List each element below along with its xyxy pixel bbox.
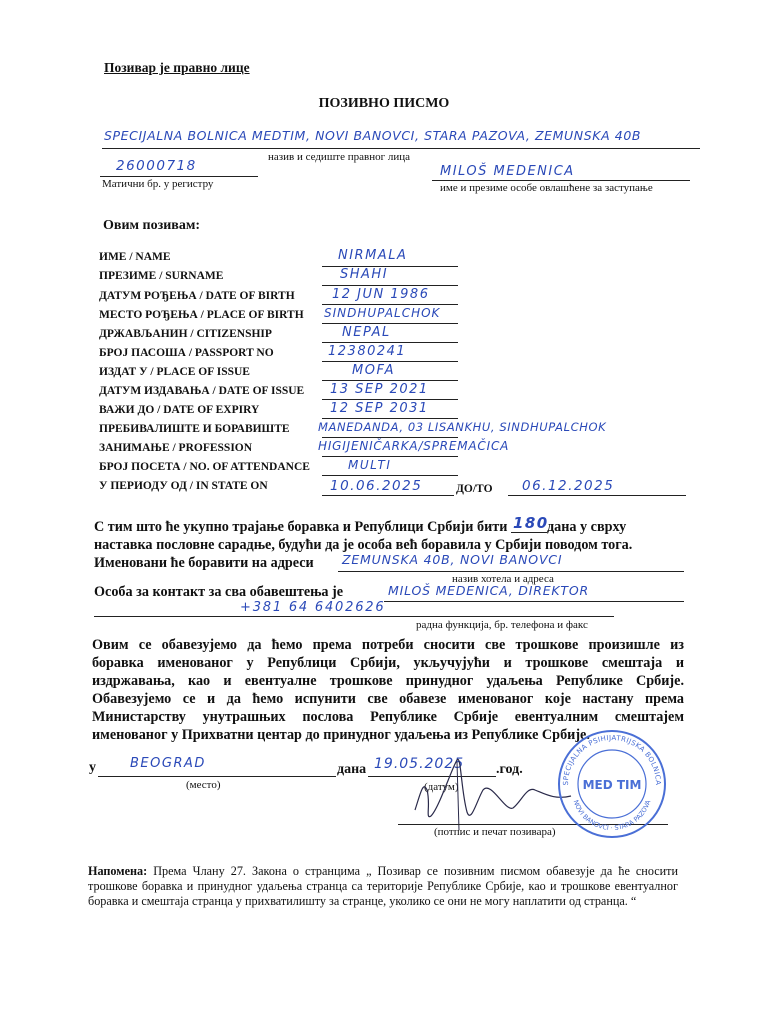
date-god-label: .год. xyxy=(496,762,523,777)
contact-caption: радна функција, бр. телефона и факс xyxy=(416,619,588,631)
field-value-citizenship: NEPAL xyxy=(342,325,391,340)
field-label-place-of-issue: ИЗДАТ У / PLACE OF ISSUE xyxy=(99,366,250,378)
field-value-profession: HIGIJENIČARKA/SPREMAČICA xyxy=(318,439,510,453)
registration-number-line xyxy=(100,176,258,177)
stay-line-1-post: дана у сврху xyxy=(546,519,627,535)
field-line-surname xyxy=(322,285,458,286)
field-label-expiry: ВАЖИ ДО / DATE OF EXPIRY xyxy=(99,404,260,416)
obligation-line-4: Обавезујемо се и да ћемо испунити све обавезе именованог које настану према xyxy=(92,691,684,707)
obligation-line-3: издржавања, као и евентуалне трошкове принудног удаљења Републике Србије. xyxy=(92,673,684,689)
document-title: ПОЗИВНО ПИСМО xyxy=(318,96,450,111)
field-label-name: ИМЕ / NAME xyxy=(99,251,171,263)
address-caption: назив хотела и адреса xyxy=(452,573,554,585)
company-stamp xyxy=(556,728,668,840)
field-value-name: NIRMALA xyxy=(338,248,408,263)
place-handwriting: BEOGRAD xyxy=(130,756,206,771)
place-line xyxy=(98,776,336,777)
registration-caption: Матични бр. у регистру xyxy=(102,178,214,190)
field-line-place-of-issue xyxy=(322,380,458,381)
field-line-passport xyxy=(322,361,458,362)
legal-note xyxy=(88,864,678,909)
date-handwriting: 19.05.2025 xyxy=(374,756,465,772)
field-value-attendance: MULTI xyxy=(348,458,392,472)
field-line-dob xyxy=(322,304,458,305)
address-handwriting: ZEMUNSKA 40B, NOVI BANOVCI xyxy=(342,552,563,567)
field-value-dob: 12 JUN 1986 xyxy=(332,287,430,302)
place-u-label: у xyxy=(89,760,96,775)
field-label-passport: БРОЈ ПАСОША / PASSPORT NO xyxy=(99,347,274,359)
address-line xyxy=(338,571,684,572)
stamp-ring-top: SPECIJALNA PSIHIJATRIJSKA BOLNICA xyxy=(561,733,663,786)
date-dana-label: дана xyxy=(337,762,367,777)
field-line-attendance xyxy=(322,475,458,476)
field-label-citizenship: ДРЖАВЉАНИН / CITIZENSHIP xyxy=(99,328,272,340)
obligation-line-5: Министарству унутрашњих послова Републике Србије евентуалним смештајем xyxy=(92,709,684,725)
entity-name-handwriting: SPECIJALNA BOLNICA MEDTIM, NOVI BANOVCI, STARA PAZOVA, ZEMUNSKA 40B xyxy=(104,128,642,143)
stay-line-1 xyxy=(94,514,627,536)
stay-line-2: наставка пословне сарадње, будући да је особа већ боравила у Србији поводом тога. xyxy=(94,537,633,553)
field-value-surname: SHAHI xyxy=(340,267,389,282)
field-label-profession: ЗАНИМАЊЕ / PROFESSION xyxy=(99,442,253,454)
field-value-date-of-issue: 13 SEP 2021 xyxy=(330,382,429,397)
invite-intro: Овим позивам: xyxy=(103,218,201,233)
field-label-attendance: БРОЈ ПОСЕТА / NO. OF ATTENDANCE xyxy=(99,461,310,473)
field-value-passport: 12380241 xyxy=(328,344,407,359)
note-label: Напомена: xyxy=(88,864,148,878)
field-value-period-from: 10.06.2025 xyxy=(330,478,423,494)
field-label-surname: ПРЕЗИМЕ / SURNAME xyxy=(99,270,224,282)
period-to-line xyxy=(508,495,686,496)
representative-line xyxy=(432,180,690,181)
representative-handwriting: MILOŠ MEDENICA xyxy=(440,164,575,179)
stay-line-1-pre: С тим што ће укупно трајање боравка и Републици Србији бити xyxy=(94,519,508,535)
obligation-line-2: боравка именованог у Републици Србији, укључујући и трошкове смештаја и xyxy=(92,655,684,671)
entity-caption: назив и седиште правног лица xyxy=(268,151,410,163)
place-caption: (место) xyxy=(186,779,221,791)
field-line-date-of-issue xyxy=(322,399,458,400)
field-label-date-of-issue: ДАТУМ ИЗДАВАЊА / DATE OF ISSUE xyxy=(99,385,305,397)
field-line-residence xyxy=(322,437,458,438)
phone-line xyxy=(94,616,614,617)
field-value-residence: MANEDANDA, 03 LISANKHU, SINDHUPALCHOK xyxy=(318,420,607,434)
field-line-citizenship xyxy=(322,342,458,343)
obligation-line-6: именованог у Прихватни центар до принудног удаљења из Републике Србије. xyxy=(92,727,590,743)
days-field xyxy=(511,514,549,533)
field-line-period-from xyxy=(322,495,454,496)
entity-name-line xyxy=(102,148,700,149)
field-label-residence: ПРЕБИВАЛИШТЕ И БОРАВИШТЕ xyxy=(99,423,290,435)
field-value-place-of-issue: MOFA xyxy=(352,363,396,378)
field-line-profession xyxy=(322,456,458,457)
note-text: Према Члану 27. Закона о странцима „ Позивар се позивним писмом обавезује да ће сносити трошкове боравка и принудног удаљења странца са територије Републике Србије, као и трошкове евентуалног боравка и смештаја странца у прихватилишту за странце, уколико се они не могу наплатити од странца. “ xyxy=(88,864,679,908)
contact-handwriting: MILOŠ MEDENICA, DIREKTOR xyxy=(388,583,589,598)
representative-caption: име и презиме особе овлашћене за заступање xyxy=(440,182,653,194)
obligation-line-1: Овим се обавезујемо да ћемо према потреби сносити све трошкове произишле из xyxy=(92,637,684,653)
field-label-dob: ДАТУМ РОЂЕЊА / DATE OF BIRTH xyxy=(99,290,295,302)
signature-caption: (потпис и печат позивара) xyxy=(434,826,556,838)
period-to-value: 06.12.2025 xyxy=(522,478,615,494)
contact-label: Особа за контакт за сва обавештења је xyxy=(94,584,344,600)
date-caption: (датум) xyxy=(424,781,459,793)
contact-line xyxy=(384,601,684,602)
phone-handwriting: +381 64 6402626 xyxy=(240,600,386,615)
field-value-expiry: 12 SEP 2031 xyxy=(330,401,429,416)
stamp-center-logo: MED TIM xyxy=(582,778,642,792)
registration-number-handwriting: 26000718 xyxy=(116,158,197,174)
field-line-expiry xyxy=(322,418,458,419)
stamp-ring-bottom: NOVI BANOVCI · STARA PAZOVA xyxy=(571,799,653,833)
legal-entity-note: Позивар је правно лице xyxy=(104,60,250,75)
field-line-pob xyxy=(322,323,458,324)
field-label-period-from: У ПЕРИОДУ ОД / IN STATE ON xyxy=(99,480,268,492)
days-handwriting: 180 xyxy=(512,514,549,532)
field-value-pob: SINDHUPALCHOK xyxy=(324,306,441,320)
period-to-label: ДО/ТО xyxy=(456,483,493,495)
stay-line-3: Именовани ће боравити на адреси xyxy=(94,555,314,571)
field-label-pob: МЕСТО РОЂЕЊА / PLACE OF BIRTH xyxy=(99,309,304,321)
